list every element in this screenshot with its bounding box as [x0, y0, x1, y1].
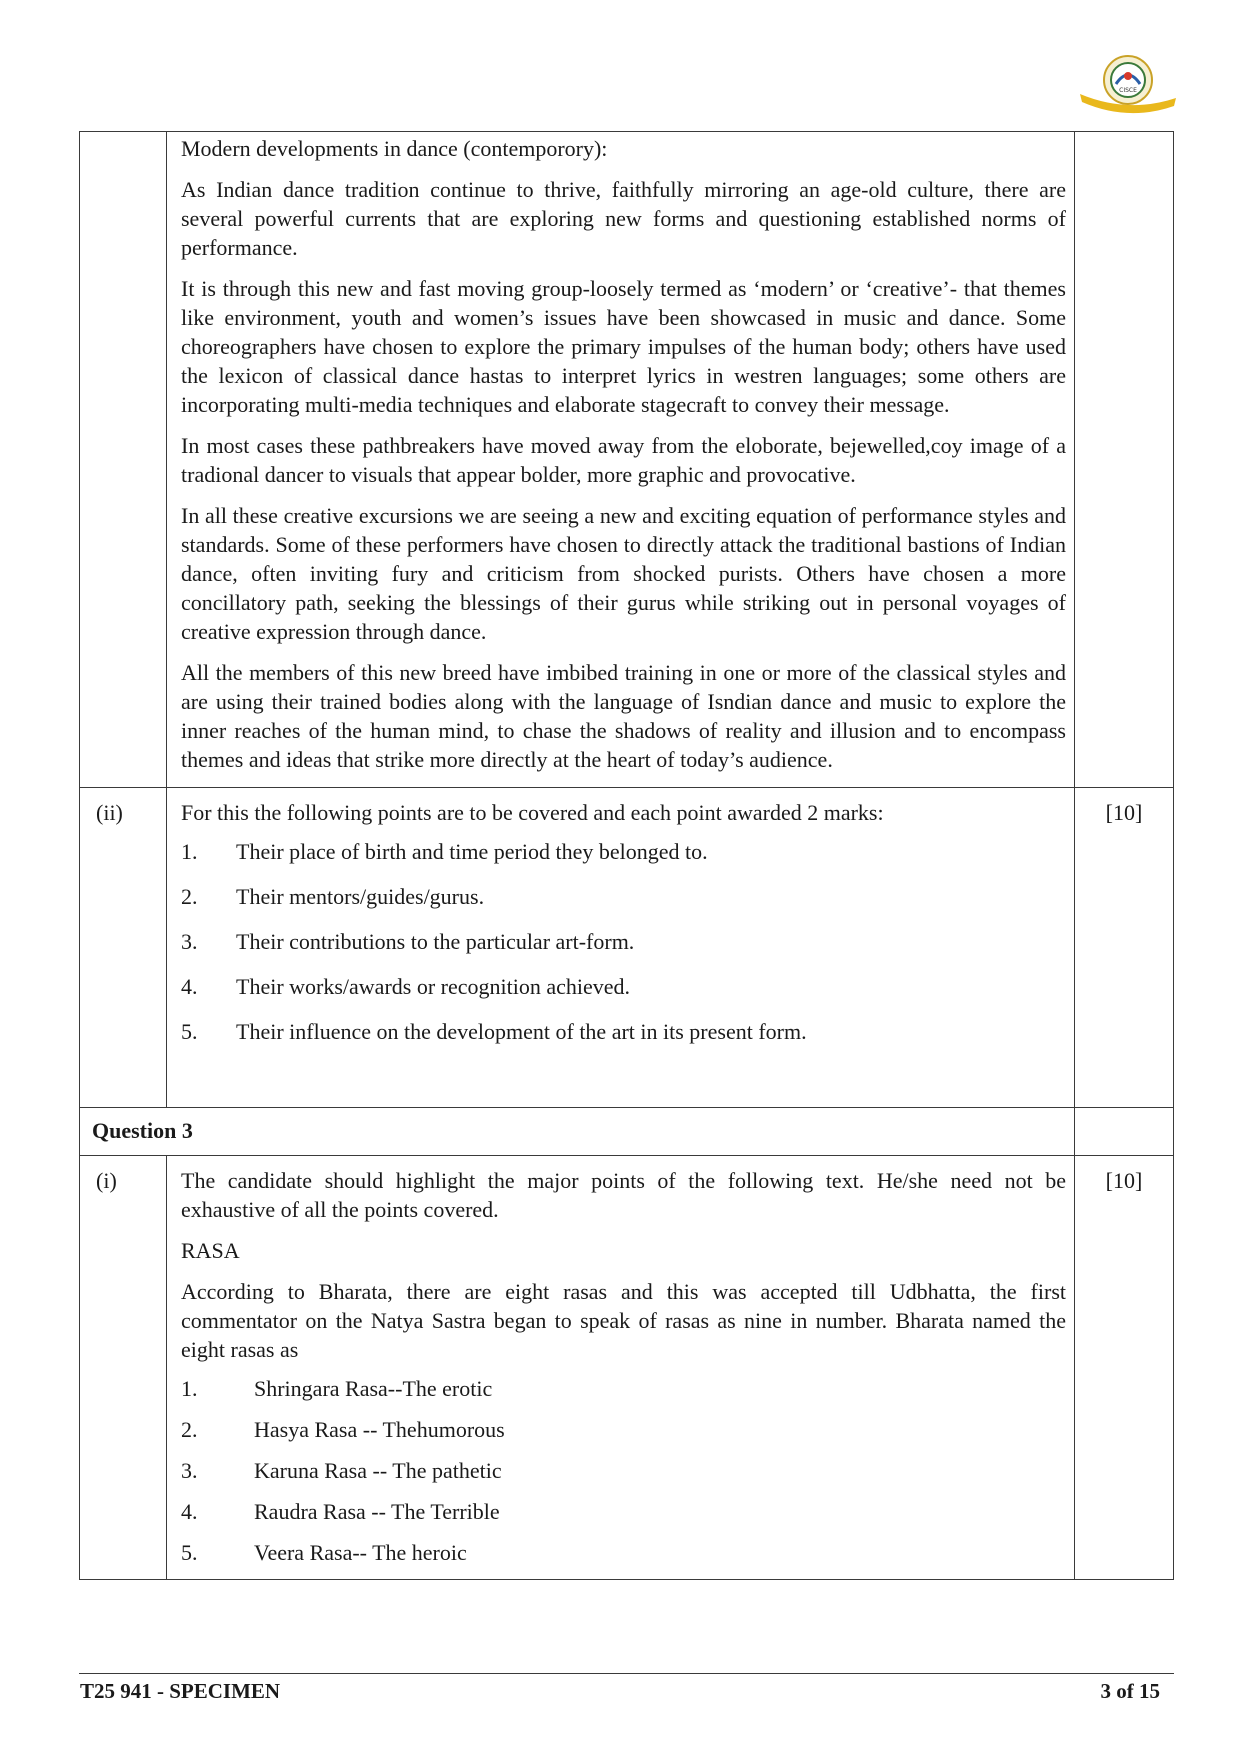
list-item: 5. Veera Rasa-- The heroic: [181, 1540, 467, 1565]
q2-part-ii-cell: [167, 788, 1075, 1108]
list-item: 5. Their influence on the development of the art in its present form.: [181, 1019, 807, 1044]
modern-paragraph-1: As Indian dance tradition continue to thrive, faithfully mirroring an age-old culture, there are several powerful currents that are exploring new forms and questioning established norms of performance.: [181, 177, 1066, 260]
q3-intro: The candidate should highlight the major points of the following text. He/she need not be exhaustive of all the points covered.: [181, 1168, 1066, 1222]
points-list: [181, 837, 1066, 1046]
list-item: 4. Their works/awards or recognition achieved.: [181, 974, 631, 999]
list-item: 3. Their contributions to the particular art-form.: [181, 929, 635, 954]
list-item: 2. Hasya Rasa -- Thehumorous: [181, 1417, 505, 1442]
cisce-emblem-icon: [1072, 50, 1180, 120]
list-item: 1. Shringara Rasa--The erotic: [181, 1376, 493, 1401]
part-label: (i): [80, 1156, 167, 1580]
modern-paragraph-5: All the members of this new breed have imbibed training in one or more of the classical styles and are using their trained bodies along with the language of Isndian dance and music to explore the inner reaches of the human mind, to chase the shadows of reality and illusion and to encompass themes and ideas that strike more directly at the heart of today’s audience.: [181, 660, 1066, 772]
marks-value: [10]: [1075, 788, 1174, 1108]
footer-divider: [79, 1673, 1174, 1674]
rasa-list: [181, 1374, 1066, 1567]
modern-paragraph-4: In all these creative excursions we are seeing a new and exciting equation of performance styles and standards. Some of these performers have chosen to directly attack the traditional bastions of Indian dance, often inviting fury and criticism from shocked purists. Others have chosen a more concillatory path, seeking the blessings of their gurus while striking out in personal voyages of creative expression through dance.: [181, 503, 1066, 644]
empty-marks-cell: [1075, 132, 1174, 788]
cisce-logo: [1072, 50, 1180, 120]
part-label: (ii): [80, 788, 167, 1108]
empty-marks-cell: [1075, 1108, 1174, 1156]
page-number: 3 of 15: [1100, 1679, 1160, 1703]
list-item: 4. Raudra Rasa -- The Terrible: [181, 1499, 500, 1524]
list-item: 2. Their mentors/guides/gurus.: [181, 884, 485, 909]
modern-developments-cell: [167, 132, 1075, 788]
question-heading: Question 3: [80, 1108, 1075, 1156]
question-3-heading-row: [80, 1108, 1174, 1156]
marks-value: [10]: [1075, 1156, 1174, 1580]
points-intro: For this the following points are to be covered and each point awarded 2 marks:: [181, 800, 884, 825]
empty-label-cell: [80, 132, 167, 788]
modern-paragraph-2: It is through this new and fast moving group-loosely termed as ‘modern’ or ‘creative’- that themes like environment, youth and women’s issues have been showcased in music and dance. Some choreographers have chosen to explore the primary impulses of the human body; others have used the lexicon of classical dance hastas to interpret lyrics in westren languages; some others are incorporating multi-media techniques and elaborate stagecraft to convey their message.: [181, 276, 1066, 417]
modern-developments-row: [80, 132, 1174, 788]
list-item: 3. Karuna Rasa -- The pathetic: [181, 1458, 502, 1483]
q2-part-ii-row: [80, 788, 1174, 1108]
q3-part-i-cell: [167, 1156, 1075, 1580]
marking-scheme-table: [79, 131, 1174, 1580]
q3-part-i-row: [80, 1156, 1174, 1580]
list-item: 1. Their place of birth and time period they belonged to.: [181, 839, 708, 864]
paper-code: T25 941 - SPECIMEN: [80, 1679, 281, 1703]
modern-heading: Modern developments in dance (contemporory):: [181, 136, 608, 161]
rasa-paragraph: According to Bharata, there are eight rasas and this was accepted till Udbhatta, the first commentator on the Natya Sastra began to speak of rasas as nine in number. Bharata named the eight rasas as: [181, 1279, 1066, 1362]
modern-paragraph-3: In most cases these pathbreakers have moved away from the eloborate, bejewelled,coy image of a tradional dancer to visuals that appear bolder, more graphic and provocative.: [181, 433, 1066, 487]
rasa-subheading: RASA: [181, 1238, 240, 1263]
logo-text: CISCE: [1119, 87, 1137, 94]
